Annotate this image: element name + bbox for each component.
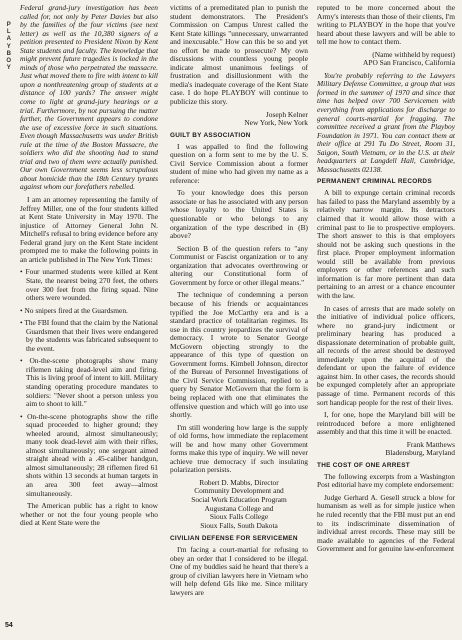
section-heading: PERMANENT CRIMINAL RECORDS <box>317 178 432 186</box>
signature-place: New York, New York <box>244 118 308 128</box>
letter-paragraph: The American public has a right to know whether or not the four young people who died at Kent State were the <box>20 501 158 528</box>
signature-line: Sioux Falls, South Dakota <box>200 520 278 530</box>
letter-paragraph: Section B of the question refers to "any Communist or Fascist organization or to any organization that advocates overthrowing or altering our Constitutional form of Government by force or other illegal means." <box>170 243 308 287</box>
section-heading: THE COST OF ONE ARREST <box>317 461 410 469</box>
quoted-paragraph: Judge Gerhard A. Gesell struck a blow for humanism as well as for simple justice when he ruled recently that the FBI must put an end to its indiscriminate dissemination of individual arrest records. These may still be made available to agencies of the Federal Government and for genuine law-enforcement <box>317 492 455 554</box>
side-letter: B <box>6 50 12 57</box>
signature-line: Augustana College and <box>204 503 274 513</box>
magazine-name-vertical <box>5 22 13 72</box>
letter-paragraph: reputed to be more concerned about the Army's interests than those of their clients, I'm writing to PLAYBOY in the hope that you've heard about these lawyers and will be able to tell me how to contact them. <box>317 4 455 47</box>
signature-place: APO San Francisco, California <box>363 58 455 68</box>
letter-paragraph: I, for one, hope the Maryland bill will be reintroduced before a more enlightened assembly and that this time it will be enacted. <box>317 410 455 437</box>
column-middle <box>170 4 308 634</box>
signature-name: (Name withheld by request) <box>372 49 455 59</box>
side-letter: L <box>6 29 12 36</box>
column-left <box>20 4 158 634</box>
bullet-point: • Four unarmed students were killed at Kent State, the nearest being 270 feet, the others over 300 feet from the firing squad. Nine others were wounded. <box>20 268 158 302</box>
side-letter: P <box>6 22 12 28</box>
letter-paragraph: The following excerpts from a Washington Post editorial have my complete endorsement: <box>317 471 455 490</box>
bullet-point: • The FBI found that the claim by the National Guardsmen that their lives were endangered by the students was fabricated subsequent to the event. <box>20 319 158 353</box>
signature-line: Sioux Falls College <box>209 512 269 522</box>
side-letter: A <box>6 36 12 43</box>
letter-paragraph: A bill to expunge certain criminal records has failed to pass the Maryland assembly by a relatively narrow margin. Its detractors claimed that it would allow those with a criminal past to lie to prospective employers. The short answer to this is that employers should not be asking such questions in the first place. Proper employment information would still be available from previous employers or other references and such information is far more pertinent than data pertaining to an arrest or a chance encounter with the law. <box>317 188 455 300</box>
letter-paragraph: I'm still wondering how large is the supply of old forms, how immediate the replacement will be and how many other Government forms make this type of inquiry. We will never achieve true democracy if such insulating polarization persists. <box>170 422 308 475</box>
section-heading: CIVILIAN DEFENSE FOR SERVICEMEN <box>170 535 298 543</box>
letter-paragraph: I was appalled to find the following question on a form sent to me by the U. S. Civil Service Commission about a former student of mine who had given my name as a reference: <box>170 141 308 185</box>
side-letter: O <box>6 58 12 65</box>
bullet-point: • No snipers fired at the Guardsmen. <box>20 307 158 316</box>
letter-paragraph: I'm facing a court-martial for refusing to obey an order that I considered to be illegal. One of my buddies said he heard that there's a group of civilian lawyers here in Vietnam who will help defend GIs like me. Since military lawyers are <box>170 545 308 597</box>
letter-paragraph: victims of a premeditated plan to punish the student demonstrators. The President's Commission on Campus Unrest called the Kent State killings "unnecessary, unwarranted and inexcusable." How can this be so and yet no effort be made to prosecute? My own discussions with countless young people indicate almost unanimous feelings of frustration and disillusionment with the media's inadequate coverage of the Kent State case. I do hope PLAYBOY will continue to publicize this story. <box>170 4 308 107</box>
signature-line: Community Development and <box>194 486 284 496</box>
letter-paragraph: I am an attorney representing the family of Jeffrey Miller, one of the four students killed at Kent State University in May 1970. The injustice of Attorney General John N. Mitchell's refusal to bring evidence before any Federal grand jury on the Kent State incident prompted me to make the following points in an article published in The New York Times: <box>20 195 158 264</box>
bullet-point: • On-the-scene photographs show many riflemen taking dead-level aim and firing. This is living proof of intent to kill. Military standing operating procedure mandates to soldiers: "Never shoot a person unless you aim to shoot to kill." <box>20 357 158 408</box>
editor-reply: You're probably referring to the Lawyers Military Defense Committee, a group that was formed in the summer of 1970 and since that time has helped over 700 Servicemen with everything from applications for discharge to general courts-martial for fragging. The committee received a grant from the Playboy Foundation in 1971. You can contact them at their office at 291 Tu Do Street, Room 31, Saigon, South Vietnam, or in the U.S. at their headquarters at Langdell Hall, Cambridge, Massachusetts 02138. <box>317 70 455 174</box>
signature-name: Frank Matthews <box>406 439 455 449</box>
column-right <box>317 4 455 634</box>
section-heading: GUILT BY ASSOCIATION <box>170 131 251 139</box>
side-letter: Y <box>6 43 12 50</box>
signature-place: Bladensburg, Maryland <box>385 448 455 458</box>
signature-name: Joseph Kelner <box>265 109 308 119</box>
quoted-paragraph: To your knowledge does this person associate or has he associated with any person whose loyalty to the United States is questionable or who belongs to any organization of the type described in (B) above? <box>170 188 308 241</box>
signature-block <box>170 479 308 530</box>
editor-note: Federal grand-jury investigation has been called for, not only by Peter Davies but also by the families of the four victims (see next letter) as well as the 10,380 signers of a petition presented to President Nixon by Kent State students and faculty. The knowledge that might prevent future tragedies is locked in the minds of those who perpetrated the massacre. Just what moved them to fire with intent to kill upon a nonthreatening group of students at a distance of 100 yards? The answer might come to light at grand-jury hearings or a trial. Furthermore, by not pursuing the matter further, the Government appears to condone the use of excessive force in such situations. Even though Massachusetts was under British rule at the time of the Boston Massacre, the soldiers who did the shooting had to stand trial and two of them were actually punished. Our own Government seems less scrupulous about homicide than the 18th Century tyrants against whom our forefathers rebelled. <box>20 4 158 192</box>
letter-paragraph: The technique of condemning a person because of his friends or acquaintances typified the Joe McCarthy era and is a standard practice of totalitarian regimes. Its use in this country jeopardizes the survival of democracy. I wrote to Senator George McGovern objecting strongly to the appearance of this type of question on Government forms. Kimbell Johnson, director of the Bureau of Personnel Investigations of the Civil Service Commission, replied to a query by Senator McGovern that the form is being replaced with one that eliminates the offensive question and which will go into use shortly. <box>170 290 308 420</box>
bullet-point: • On-the-scene photographs show the rifle squad proceeded to higher ground; they wheeled around, almost simultaneously; many took dead-level aim with their rifles, almost simultaneously; one sergeant aimed straight ahead with a .45-caliber handgun, almost simultaneously; 28 riflemen fired 61 shots within 13 seconds at human targets in an area 300 feet away—almost simultaneously. <box>20 413 158 498</box>
letter-paragraph: In cases of arrests that are made solely on the initiative of individual police officers, where no grand-jury indictment or preliminary hearing has produced a dispassionate determination of probable guilt, all records of the arrest should be destroyed immediately upon the acquittal of the defendant or upon the failure of evidence against him. In other cases, the records should be expunged completely after an appropriate passage of time. Permanent records of this sort handicap people for the rest of their lives. <box>317 303 455 407</box>
page-number: 54 <box>5 622 13 629</box>
signature-line: Social Work Education Program <box>191 494 287 504</box>
signature-line: Robert D. Mabbs, Director <box>199 477 279 487</box>
side-letter: Y <box>6 65 12 72</box>
